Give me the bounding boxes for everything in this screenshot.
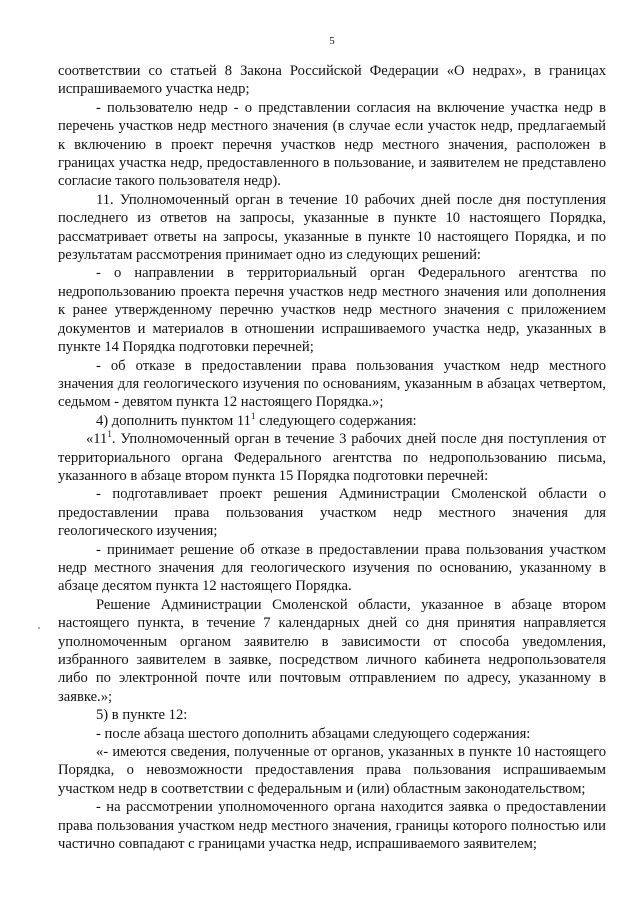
paragraph-continuation: соответствии со статьей 8 Закона Российской Федерации «О недрах», в границах испрашиваемого участка недр; xyxy=(58,63,606,98)
paragraph-bullet-decides-refusal: - принимает решение об отказе в предоставлении права пользования участком недр местного значения для геологического изучения по основанию, указанному в абзаце десятом пункта 12 настоящего Порядка. xyxy=(58,541,606,595)
paragraph-bullet-direction: - о направлении в территориальный орган Федерального агентства по недропользованию проекта перечня участков недр местного значения или дополнения к ранее утвержденному перечню участков недр местного значения с приложением документов и материалов в отношении испрашиваемого участка недр, указанных в пункте 14 Порядка подготовки перечней; xyxy=(58,265,606,356)
item-4-text-before: 4) дополнить пунктом 11 xyxy=(96,412,251,429)
scan-speck xyxy=(38,627,40,629)
paragraph-item-11: 11. Уполномоченный орган в течение 10 рабочих дней после дня поступления последнего из ответов на запросы, указанные в пункте 10 настоящего Порядка, рассматривает ответы на запросы, указанные в пункте 10 настоящего Порядка, и по результатам рассмотрения принимает одно из следующих решений: xyxy=(58,191,606,264)
paragraph-decision: Решение Администрации Смоленской области, указанное в абзаце втором настоящего пункта, в течение 7 календарных дней со дня принятия направляется уполномоченным органом заявителю в зависимости от способа уведомления, избранного заявителем в заявке, посредством личного кабинета недропользователя либо по электронной почте или почтовым отправлением по адресу, указанному в заявке.»; xyxy=(58,596,606,705)
paragraph-bullet-prepares: - подготавливает проект решения Администрации Смоленской области о предоставлении права пользования участком недр местного значения для геологического изучения; xyxy=(58,486,606,540)
item-4-superscript: 1 xyxy=(250,410,256,421)
page-number: 5 xyxy=(329,35,335,47)
paragraph-item-4-add xyxy=(58,412,606,430)
paragraph-bullet-add-after-sixth: - после абзаца шестого дополнить абзацами следующего содержания: xyxy=(96,725,531,742)
paragraph-bullet-information: «- имеются сведения, полученные от органов, указанных в пункте 10 настоящего Порядка, о невозможности предоставления права пользования испрашиваемым участком недр в соответствии с федеральным и (или) областным законодательством; xyxy=(58,744,606,797)
paragraph-bullet-application: - на рассмотрении уполномоченного органа находится заявка о предоставлении права пользования участком недр местного значения, границы которого полностью или частично совпадают с границами участка недр, испрашиваемого заявителем; xyxy=(58,799,606,853)
paragraph-item-5: 5) в пункте 12: xyxy=(96,707,188,724)
paragraph-bullet-subsoil-user: - пользователю недр - о представлении согласия на включение участка недр в перечень участков недр местного значения (в случае если участок недр, предлагаемый к включению в проект перечня участков недр местного значения, расположен в границах участка недр, предоставленного в пользование, и заявителем не представлено согласие такого пользователя недр). xyxy=(58,99,606,190)
item-11-1-superscript: 1 xyxy=(107,429,112,440)
paragraph-item-11-1 xyxy=(58,430,606,485)
item-11-1-text-after: . Уполномоченный орган в течение 3 рабочих дней после дня поступления от территориального органа Федерального агентства по недропользованию письма, указанного в абзаце втором пункта 15 Порядка подготовки перечней: xyxy=(58,431,606,484)
item-4-text-after: следующего содержания: xyxy=(255,412,417,429)
paragraph-bullet-refusal: - об отказе в предоставлении права пользования участком недр местного значения для геологического изучения по основаниям, указанным в абзацах четвертом, седьмом - девятом пункта 12 настоящего Порядка.»; xyxy=(58,357,606,411)
item-11-1-text-before: «11 xyxy=(86,431,108,448)
